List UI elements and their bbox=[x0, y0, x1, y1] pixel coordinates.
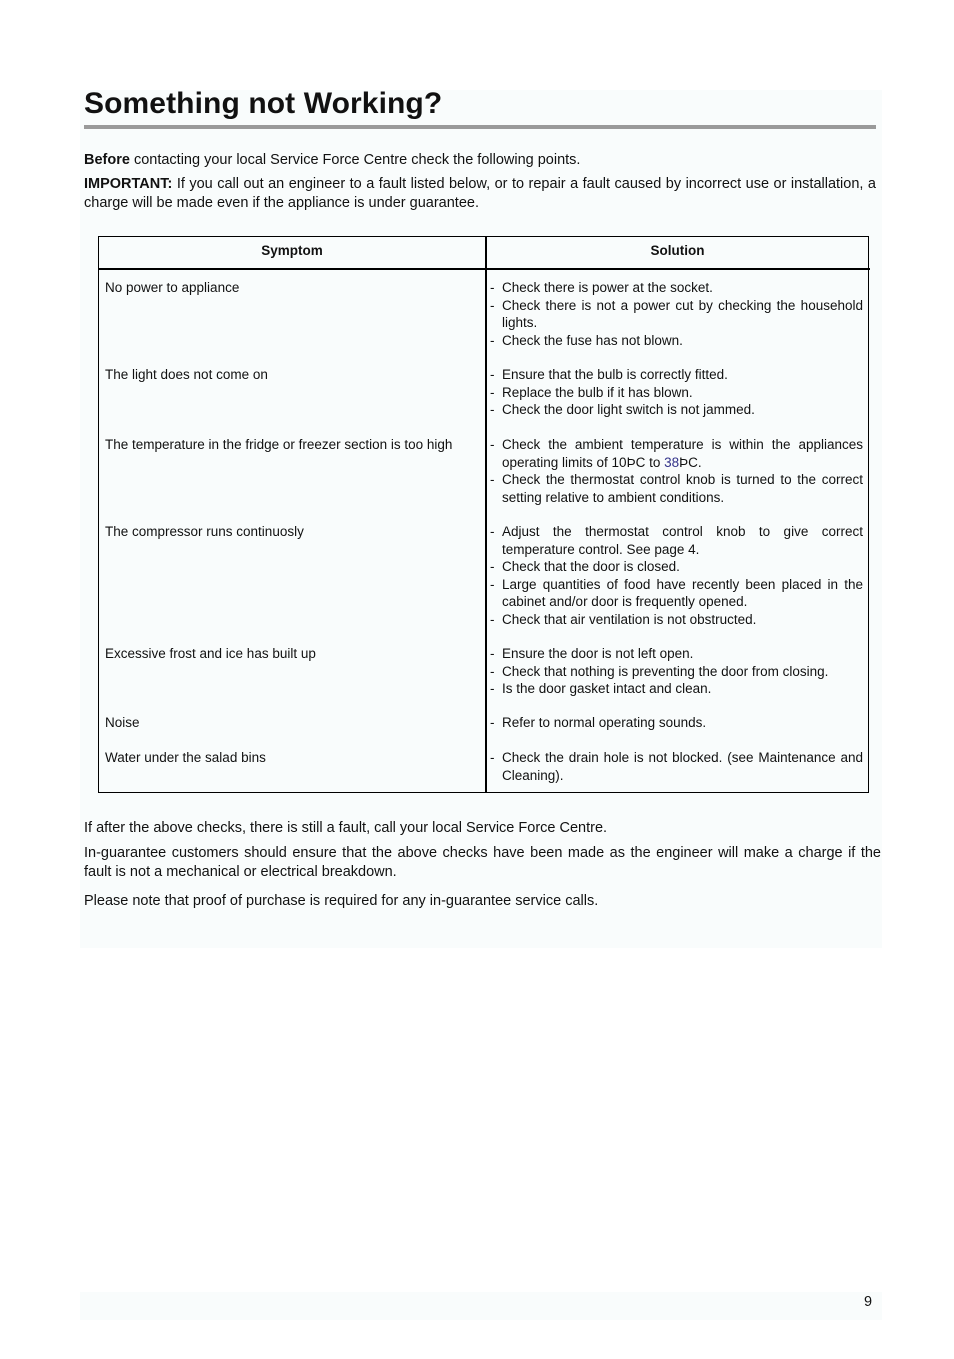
solution-item: - Check there is not a power cut by checking the household lights. bbox=[490, 297, 863, 332]
solution-cell bbox=[490, 366, 863, 419]
solution-item: - Refer to normal operating sounds. bbox=[490, 714, 863, 732]
solution-item: - Ensure that the bulb is correctly fitted. bbox=[490, 366, 863, 384]
solution-item: - Replace the bulb if it has blown. bbox=[490, 384, 863, 402]
solution-cell bbox=[490, 749, 863, 784]
solution-cell bbox=[490, 279, 863, 349]
important-text: If you call out an engineer to a fault listed below, or to repair a fault caused by incorrect use or installation, a charge will be made even if the appliance is under guarantee. bbox=[84, 176, 876, 211]
symptom-cell: The light does not come on bbox=[105, 367, 268, 382]
solution-item: - Is the door gasket intact and clean. bbox=[490, 680, 863, 698]
solution-item: - Large quantities of food have recently been placed in the cabinet and/or door is frequently opened. bbox=[490, 576, 863, 611]
intro-before-paragraph bbox=[84, 151, 876, 170]
solution-cell bbox=[490, 714, 863, 732]
fault-advice-paragraph: If after the above checks, there is still a fault, call your local Service Force Centre. bbox=[84, 820, 608, 836]
page-number: 9 bbox=[864, 1294, 873, 1310]
solution-item: - Check the door light switch is not jammed. bbox=[490, 401, 863, 419]
fault-table bbox=[98, 236, 869, 793]
solution-cell bbox=[490, 436, 863, 506]
solution-item: - Check the thermostat control knob is turned to the correct setting relative to ambient conditions. bbox=[490, 471, 863, 506]
solution-item: - Check that nothing is preventing the door from closing. bbox=[490, 663, 863, 681]
before-label: Before bbox=[84, 152, 130, 168]
important-paragraph bbox=[84, 175, 876, 213]
solution-item: - Check there is power at the socket. bbox=[490, 279, 863, 297]
solution-item: - Check the fuse has not blown. bbox=[490, 332, 863, 350]
limit-text-suffix: ÞC. bbox=[679, 454, 702, 470]
symptom-cell: The compressor runs continuosly bbox=[105, 524, 304, 539]
footer-band bbox=[80, 1292, 882, 1320]
solution-item bbox=[490, 436, 863, 471]
page-title: Something not Working? bbox=[84, 87, 443, 120]
symptom-column-header: Symptom bbox=[261, 243, 323, 258]
guarantee-paragraph: In-guarantee customers should ensure that the above checks have been made as the engineer will make a charge if the fault is not a mechanical or electrical breakdown. bbox=[84, 845, 881, 880]
solution-item: - Check that the door is closed. bbox=[490, 558, 863, 576]
symptom-cell: Excessive frost and ice has built up bbox=[105, 646, 316, 661]
limit-text-highlight: 38 bbox=[664, 454, 680, 470]
solution-item: - Check the drain hole is not blocked. (see Maintenance and Cleaning). bbox=[490, 749, 863, 784]
symptom-cell: Noise bbox=[105, 715, 140, 730]
title-rule bbox=[84, 125, 876, 129]
solution-column-header: Solution bbox=[650, 243, 705, 258]
symptom-cell: The temperature in the fridge or freezer section is too high bbox=[105, 437, 453, 452]
solution-item: - Ensure the door is not left open. bbox=[490, 645, 863, 663]
column-divider bbox=[485, 237, 487, 792]
proof-of-purchase-paragraph: Please note that proof of purchase is required for any in-guarantee service calls. bbox=[84, 893, 599, 909]
symptom-cell: No power to appliance bbox=[105, 280, 240, 295]
limit-text-prefix: Check the ambient temperature is within the appliances operating limits of 10ÞC to bbox=[502, 437, 863, 470]
solution-cell bbox=[490, 645, 863, 698]
important-label: IMPORTANT: bbox=[84, 176, 173, 192]
solution-cell bbox=[490, 523, 863, 628]
before-text: contacting your local Service Force Centre check the following points. bbox=[129, 152, 581, 168]
solution-item: - Adjust the thermostat control knob to give correct temperature control. See page 4. bbox=[490, 523, 863, 558]
solution-item: - Check that air ventilation is not obstructed. bbox=[490, 611, 863, 629]
symptom-cell: Water under the salad bins bbox=[105, 750, 266, 765]
header-rule bbox=[99, 268, 870, 270]
